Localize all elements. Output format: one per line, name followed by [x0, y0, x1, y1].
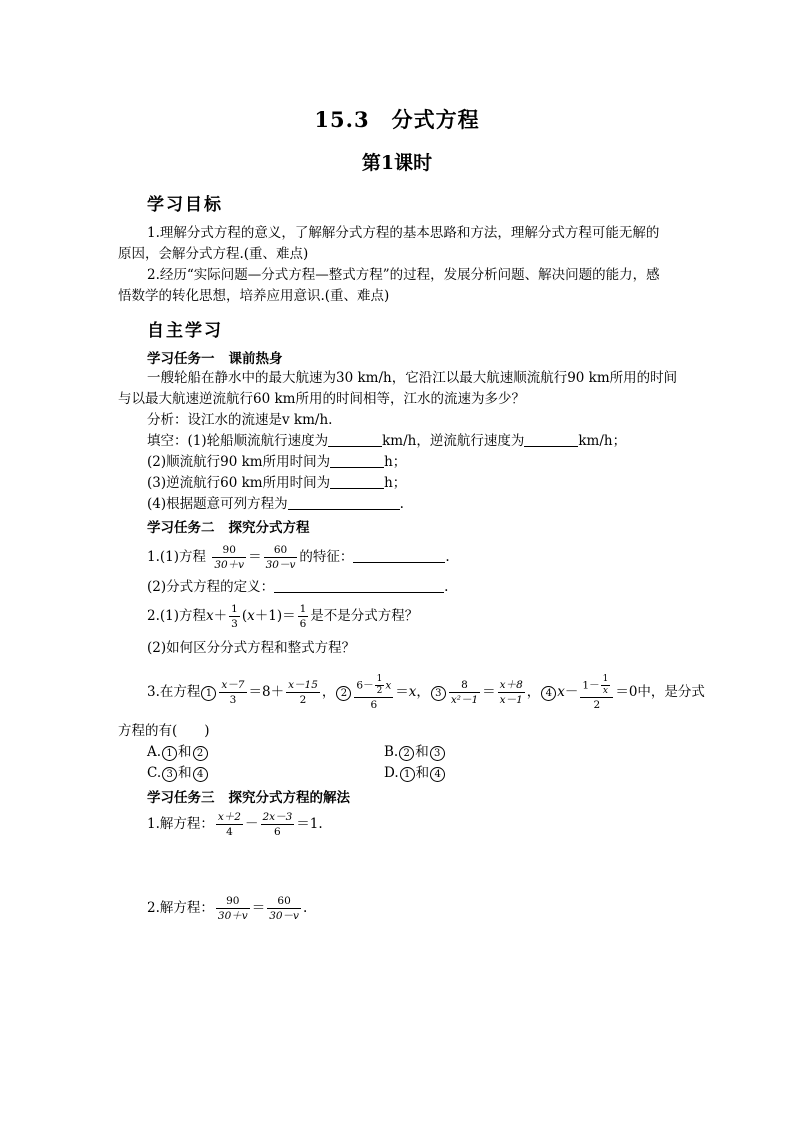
and-text: 和 — [178, 744, 192, 760]
eq3-frac-b — [498, 678, 525, 707]
numerator: 1－ $\frac{1}{x}$ — [580, 674, 613, 698]
circled-1: 1 — [201, 686, 216, 701]
option-a-letter: A. — [147, 744, 162, 760]
answer-blank[interactable] — [288, 495, 400, 510]
numerator — [498, 678, 525, 693]
denominator — [212, 558, 246, 572]
var-x: x — [602, 685, 608, 696]
circled-4: 4 — [541, 686, 556, 701]
denominator: 6 — [370, 698, 378, 711]
denominator: 4 — [226, 826, 233, 838]
circled-4: 4 — [193, 767, 208, 782]
task1-fill-1 — [147, 432, 626, 450]
and-text: 和 — [415, 744, 429, 760]
numerator-text: x－7 — [221, 679, 245, 691]
fraction-one-third — [229, 602, 240, 631]
option-c[interactable] — [147, 764, 209, 782]
task1-fill-4 — [147, 495, 404, 513]
answer-blank[interactable] — [330, 453, 384, 468]
answer-blank[interactable] — [353, 548, 445, 563]
eq2-frac — [354, 674, 393, 712]
answer-blank[interactable] — [328, 432, 382, 447]
circled-1: 1 — [162, 746, 177, 761]
var-x: x — [385, 679, 392, 691]
fraction-90-over-30-plus-v — [212, 543, 246, 572]
numerator-text: x＋8 — [499, 679, 523, 691]
q2-prefix: 2.解方程： — [147, 900, 214, 916]
denominator — [498, 693, 525, 707]
fill-4-period: . — [399, 496, 404, 512]
eq1-frac-a — [219, 678, 246, 707]
answer-blank[interactable] — [274, 578, 444, 593]
task3-q2: 2.解方程： $\frac{90}{30+v}$ ＝ $\frac{60}{30-v}$ . — [147, 895, 308, 922]
q1b-text: (2)分式方程的定义： — [147, 579, 275, 595]
page-title — [0, 104, 794, 134]
period: . — [445, 549, 450, 565]
var-x: x — [247, 608, 255, 624]
numerator-text: 2x－3 — [262, 811, 293, 823]
q1a-suffix: 的特征： — [299, 549, 354, 565]
task3-name: 探究分式方程的解法 — [228, 790, 350, 806]
numerator: 90 — [216, 894, 250, 909]
numerator: 6－ $\frac{1}{2}$ x — [356, 673, 392, 696]
section-name: 分式方程 — [391, 107, 480, 132]
q3-suffix: 中，是分式 — [637, 684, 705, 700]
fill-4-prefix: (4)根据题意可列方程为 — [147, 496, 288, 512]
eq1-frac-b — [286, 678, 320, 707]
answer-blank[interactable] — [524, 432, 578, 447]
fill-1-prefix: 填空：(1)轮船顺流航行速度为 — [147, 433, 329, 449]
fraction-60-over-30-minus-v — [267, 894, 301, 923]
numerator — [216, 810, 243, 825]
task2-q1a: 1.(1)方程 $\frac{90}{30+v}$ ＝ $\frac{60}{30-v}$ 的特征： . — [147, 544, 450, 571]
option-b[interactable] — [384, 743, 446, 761]
task3-q1: 1.解方程： $\frac{x+2}{4}$ － $\frac{2x-3}{6}$ ＝1. — [147, 811, 323, 838]
denominator — [267, 909, 301, 923]
denominator — [601, 686, 611, 697]
task1-name: 课前热身 — [228, 351, 283, 367]
task2-name: 探究分式方程 — [228, 520, 310, 536]
numerator-text: x－15 — [288, 679, 318, 691]
circled-2: 2 — [399, 746, 414, 761]
task2-q3: 3.在方程 1 $\frac{x-7}{3}$ ＝8＋ $\frac{x-15}{2}$ ， 2 6－ $\frac{1}{2}$ x 6 ＝x， 3 $\frac{8}{\text{x²－1}}$ ＝ $\frac{x+8}{x-1}$ ， 4 x－ 1－ $\frac{1}{x}$ 2 ＝0中，是分式 — [147, 673, 705, 711]
self-study-heading: 自主学习 — [147, 321, 223, 341]
option-c-letter: C. — [147, 765, 162, 781]
objective-2-line-1: 2.经历“实际问题—分式方程—整式方程”的过程，发展分析问题、解决问题的能力，感 — [147, 267, 660, 283]
circled-3: 3 — [430, 746, 445, 761]
denominator — [449, 693, 480, 707]
task3-label: 学习任务三 — [147, 790, 215, 806]
option-b-letter: B. — [384, 744, 399, 760]
denominator: 2 — [376, 685, 383, 696]
numerator: 1 — [602, 673, 609, 684]
fraction-90-over-30-plus-v — [216, 894, 250, 923]
circled-3: 3 — [431, 686, 446, 701]
numerator: 1 — [299, 603, 307, 615]
denominator-text: 30＋v — [217, 910, 248, 922]
and-text: 和 — [178, 765, 192, 781]
q1a-prefix: 1.(1)方程 — [147, 549, 207, 565]
circled-3: 3 — [162, 767, 177, 782]
fill-3-unit: h； — [384, 475, 407, 491]
fraction-60-over-30-minus-v — [264, 543, 298, 572]
circled-2: 2 — [193, 746, 208, 761]
numerator: 1 — [231, 603, 238, 615]
fill-1-suffix: km/h； — [578, 433, 627, 449]
task2-heading — [147, 516, 310, 536]
q2a-prefix: 2.(1)方程 — [147, 608, 207, 624]
and-text: 和 — [415, 765, 430, 781]
eq4-frac — [580, 674, 613, 712]
numerator — [219, 678, 246, 693]
task2-q2a: 2.(1)方程x＋ $\frac{1}{3}$ (x＋1)＝ $\frac{1}{6}$ 是不是分式方程？ — [147, 603, 419, 630]
q3-prefix: 3.在方程 — [147, 684, 201, 700]
numerator — [261, 810, 295, 825]
numerator-text: x＋2 — [217, 811, 241, 823]
task1-heading — [147, 347, 283, 367]
denominator: 6 — [299, 618, 307, 630]
task2-label: 学习任务二 — [147, 520, 215, 536]
option-a[interactable] — [147, 743, 209, 761]
answer-blank[interactable] — [330, 474, 384, 489]
objectives-heading: 学习目标 — [147, 195, 223, 215]
numerator: 90 — [212, 543, 246, 558]
var-x: x — [557, 684, 565, 700]
var-x: x — [408, 684, 417, 700]
denominator-text: 30＋v — [214, 559, 245, 571]
circled-2: 2 — [336, 686, 351, 701]
period: . — [444, 579, 449, 595]
denominator: 3 — [229, 694, 237, 706]
fraction-one-half — [375, 674, 385, 697]
circled-4: 4 — [430, 767, 445, 782]
fill-1-middle: km/h，逆流航行速度为 — [382, 433, 525, 449]
task2-q3-line2: 方程的有( ) — [118, 723, 210, 739]
denominator-text: x－1 — [499, 694, 523, 706]
numerator: 60 — [267, 894, 301, 909]
denominator — [216, 909, 250, 923]
numerator: 60 — [264, 543, 298, 558]
task1-problem-line-1: 一艘轮船在静水中的最大航速为30 km/h，它沿江以最大航速顺流航行90 km所用的时间 — [147, 370, 678, 386]
option-d[interactable] — [384, 764, 446, 782]
task1-problem-line-2: 与以最大航速逆流航行60 km所用的时间相等，江水的流速为多少？ — [118, 391, 525, 407]
q1-prefix: 1.解方程： — [147, 816, 214, 832]
circled-1: 1 — [400, 767, 415, 782]
denominator-text: 30－v — [269, 910, 299, 922]
numerator — [286, 678, 320, 693]
objective-2-line-2: 悟数学的转化思想，培养应用意识.(重、难点) — [118, 288, 390, 304]
task1-fill-3 — [147, 474, 406, 492]
denominator: 2 — [299, 694, 307, 706]
task2-q2b: (2)如何区分分式方程和整式方程？ — [147, 640, 356, 656]
q2a-suffix: 是不是分式方程？ — [310, 608, 419, 624]
fraction-2x-minus-3-over-6 — [261, 810, 295, 839]
eq3-frac-a — [449, 678, 480, 707]
task3-heading — [147, 786, 350, 806]
task1-analysis: 分析：设江水的流速是v km/h. — [147, 412, 333, 428]
denominator-text: x²－1 — [450, 694, 479, 706]
numerator: 8 — [449, 678, 480, 693]
fill-2-prefix: (2)顺流航行90 km所用时间为 — [147, 454, 331, 470]
fill-2-unit: h； — [384, 454, 407, 470]
section-number: 15.3 — [314, 107, 370, 132]
denominator: 2 — [593, 698, 601, 711]
numerator: 1 — [376, 673, 383, 684]
denominator — [264, 558, 298, 572]
objective-1-line-2: 原因，会解分式方程.(重、难点) — [118, 246, 309, 262]
denominator-text: 30－v — [265, 559, 296, 571]
fraction-one-sixth — [298, 602, 309, 631]
denominator: 3 — [231, 618, 238, 630]
var-x: x — [206, 608, 214, 624]
fill-3-prefix: (3)逆流航行60 km所用时间为 — [147, 475, 331, 491]
objective-1-line-1: 1.理解分式方程的意义，了解解分式方程的基本思路和方法，理解分式方程可能无解的 — [147, 225, 660, 241]
option-d-letter: D. — [384, 765, 399, 781]
denominator: 6 — [274, 826, 281, 838]
fraction-x-plus-2-over-4 — [216, 810, 243, 839]
fraction-one-over-x — [601, 674, 611, 697]
task1-fill-2 — [147, 453, 406, 471]
task2-q1b — [147, 578, 448, 596]
lesson-title: 第1课时 — [361, 152, 433, 174]
task1-label: 学习任务一 — [147, 351, 215, 367]
